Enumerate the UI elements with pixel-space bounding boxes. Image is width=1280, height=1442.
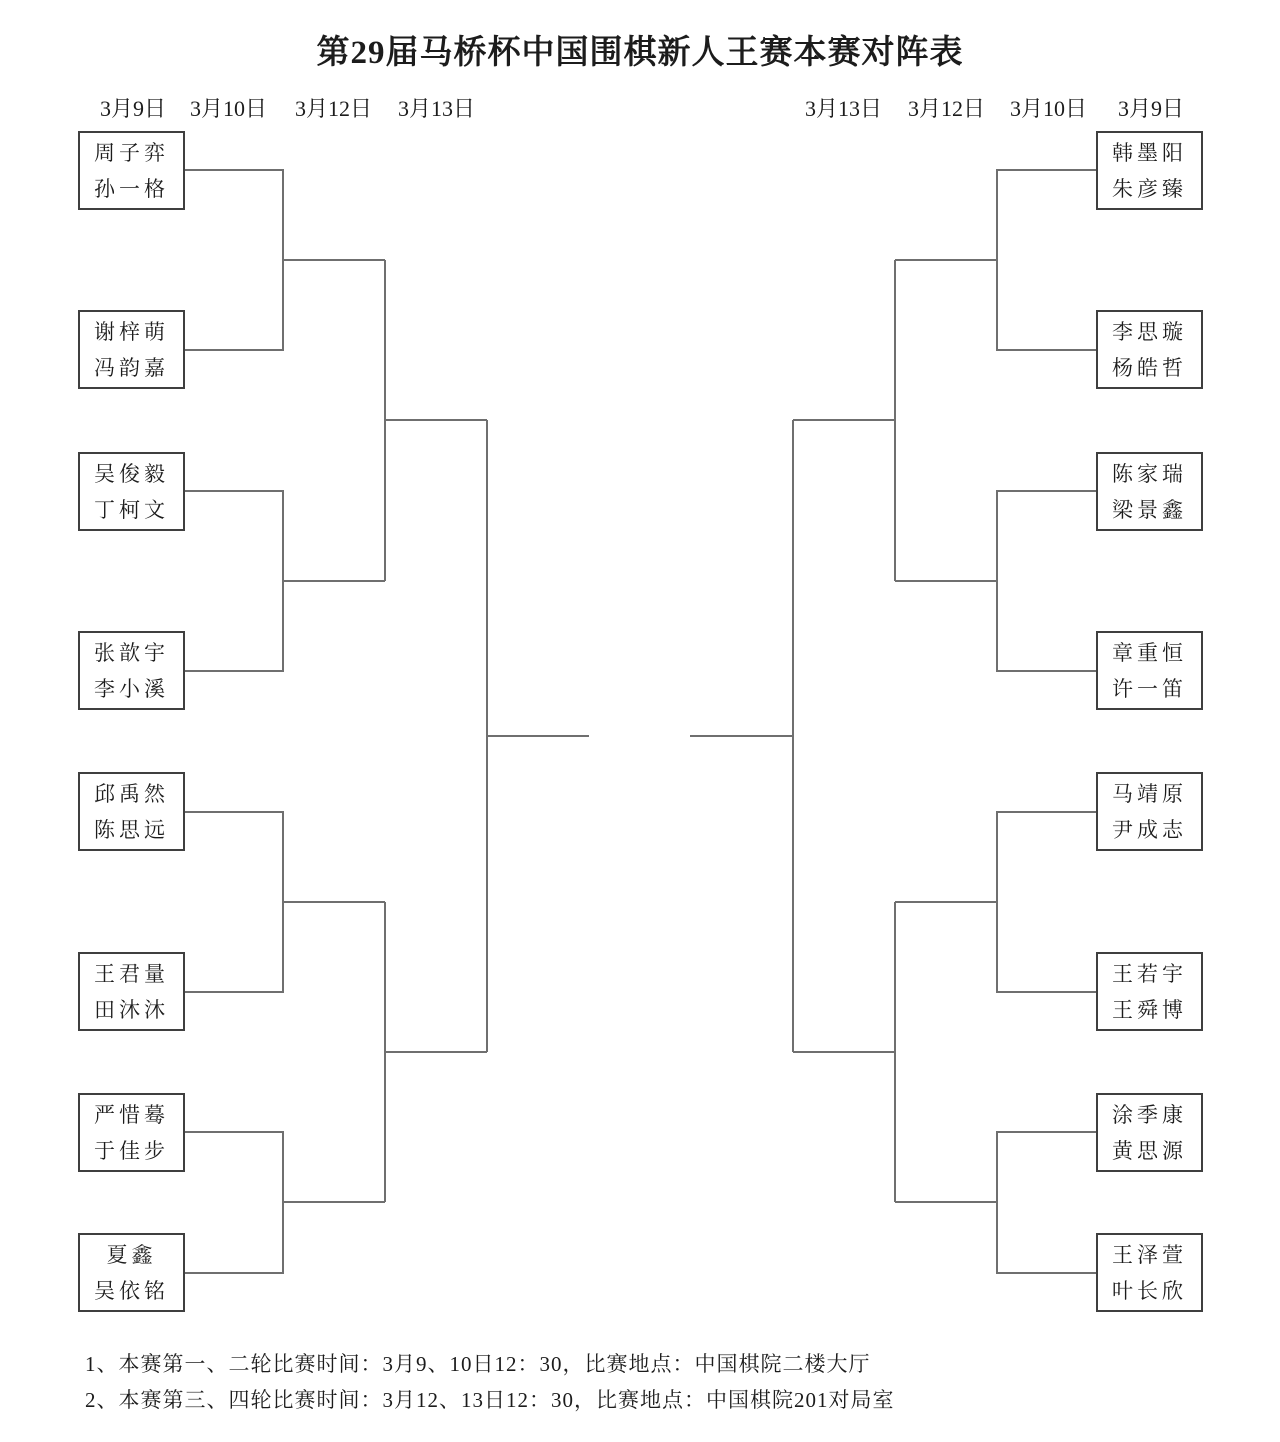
round-date-left-3: 3月12日	[295, 96, 373, 121]
player-name: 王若宇	[1112, 961, 1187, 986]
player-name: 邱禹然	[94, 781, 169, 806]
match-box-left-2	[78, 310, 185, 389]
player-name: 夏鑫	[106, 1242, 157, 1267]
round-date-left-1: 3月9日	[100, 96, 167, 121]
player-name: 梁景鑫	[1112, 497, 1187, 522]
player-name: 田沐沐	[94, 997, 169, 1022]
player-name: 王泽萱	[1112, 1242, 1187, 1267]
round-date-right-4: 3月9日	[1118, 96, 1185, 121]
match-box-left-7	[78, 1093, 185, 1172]
match-box-right-7	[1096, 1093, 1203, 1172]
player-name: 涂季康	[1112, 1102, 1187, 1127]
round-date-right-3: 3月10日	[1010, 96, 1088, 121]
player-name: 吴俊毅	[94, 461, 169, 486]
player-name: 严惜蓦	[94, 1102, 169, 1127]
page-title: 第29届马桥杯中国围棋新人王赛本赛对阵表	[316, 35, 964, 71]
round-date-left-4: 3月13日	[398, 96, 476, 121]
player-name: 尹成志	[1112, 817, 1187, 842]
round-date-right-2: 3月12日	[908, 96, 986, 121]
note-line-1: 1、本赛第一、二轮比赛时间：3月9、10日12：30，比赛地点：中国棋院二楼大厅	[85, 1352, 871, 1376]
player-name: 张歆宇	[94, 640, 169, 665]
match-box-right-1	[1096, 131, 1203, 210]
round-date-right-1: 3月13日	[805, 96, 883, 121]
player-name: 冯韵嘉	[94, 355, 169, 380]
player-name: 许一笛	[1112, 676, 1187, 701]
match-box-right-4	[1096, 631, 1203, 710]
match-box-right-6	[1096, 952, 1203, 1031]
player-name: 马靖原	[1112, 781, 1187, 806]
player-name: 叶长欣	[1112, 1278, 1187, 1303]
footer-notes	[85, 1346, 1185, 1418]
match-box-left-4	[78, 631, 185, 710]
player-name: 韩墨阳	[1112, 140, 1187, 165]
player-name: 吴依铭	[94, 1278, 169, 1303]
player-name: 杨皓哲	[1112, 355, 1187, 380]
match-box-right-3	[1096, 452, 1203, 531]
match-box-left-5	[78, 772, 185, 851]
player-name: 章重恒	[1112, 640, 1187, 665]
player-name: 谢梓萌	[94, 319, 169, 344]
player-name: 陈思远	[94, 817, 169, 842]
player-name: 陈家瑞	[1112, 461, 1187, 486]
match-box-left-1	[78, 131, 185, 210]
player-name: 朱彦臻	[1112, 176, 1187, 201]
match-box-right-2	[1096, 310, 1203, 389]
match-box-left-6	[78, 952, 185, 1031]
match-box-right-5	[1096, 772, 1203, 851]
player-name: 李小溪	[94, 676, 169, 701]
note-line-2: 2、本赛第三、四轮比赛时间：3月12、13日12：30，比赛地点：中国棋院201对局室	[85, 1388, 895, 1412]
match-box-right-8	[1096, 1233, 1203, 1312]
player-name: 孙一格	[94, 176, 169, 201]
player-name: 丁柯文	[94, 497, 169, 522]
player-name: 黄思源	[1112, 1138, 1187, 1163]
player-name: 周子弈	[94, 140, 169, 165]
player-name: 于佳步	[94, 1138, 169, 1163]
player-name: 李思璇	[1112, 319, 1187, 344]
match-box-left-3	[78, 452, 185, 531]
player-name: 王君量	[94, 961, 169, 986]
round-date-left-2: 3月10日	[190, 96, 268, 121]
player-name: 王舜博	[1112, 997, 1187, 1022]
match-box-left-8	[78, 1233, 185, 1312]
